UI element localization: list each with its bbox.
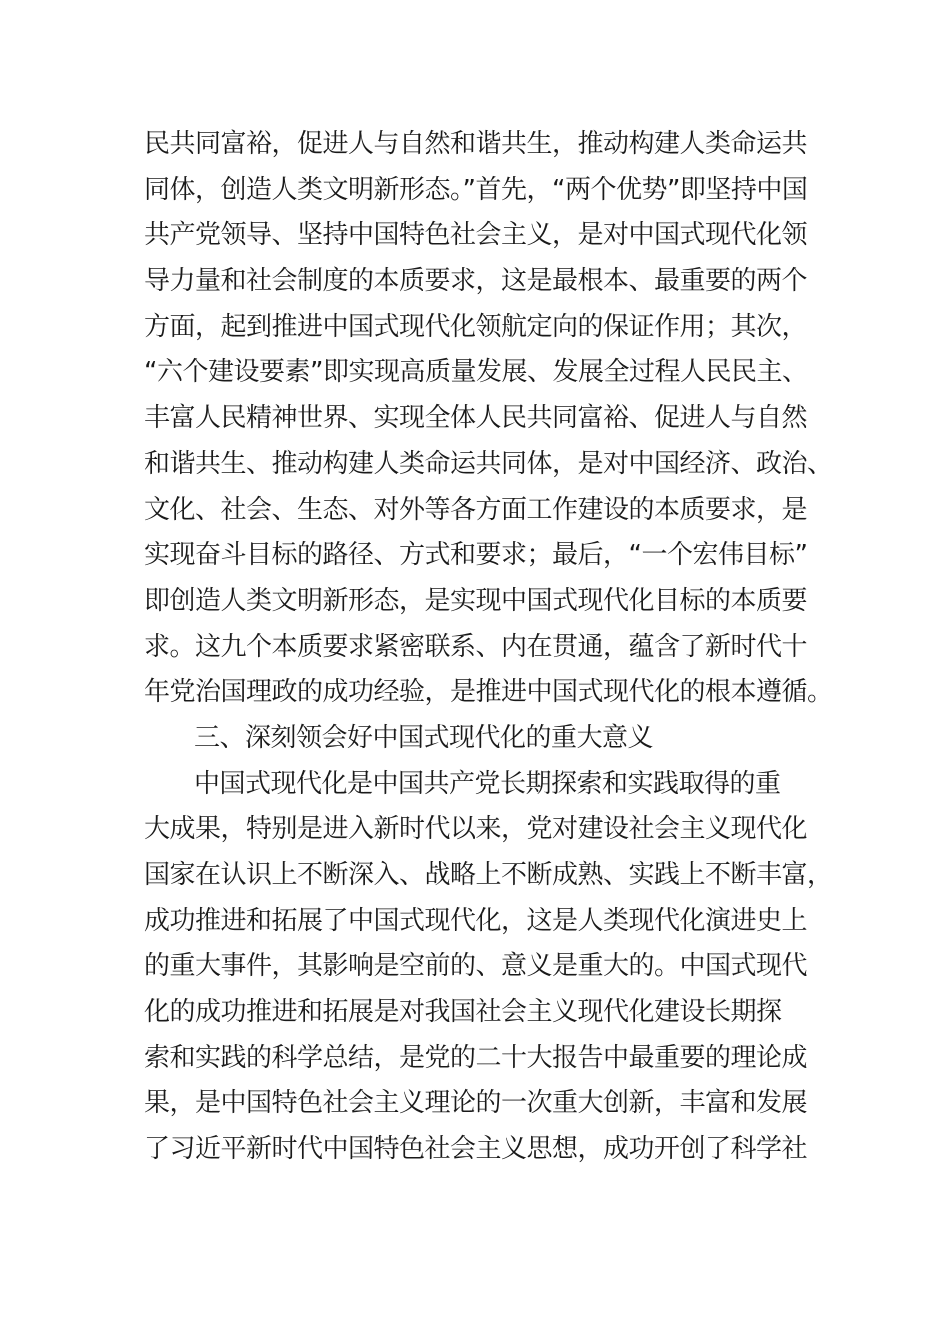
text-line: 方面，起到推进中国式现代化领航定向的保证作用；其次，: [144, 311, 808, 342]
text-line: 丰富人民精神世界、实现全体人民共同富裕、促进人与自然: [144, 403, 808, 434]
text-line: 国家在认识上不断深入、战略上不断成熟、实践上不断丰富，: [144, 860, 833, 890]
section-heading: 三、深刻领会好中国式现代化的重大意义: [194, 722, 654, 753]
text-line: 和谐共生、推动构建人类命运共同体，是对中国经济、政治、: [144, 448, 833, 479]
text-line: “六个建设要素”即实现高质量发展、发展全过程人民民主、: [144, 357, 808, 388]
text-line: 的重大事件，其影响是空前的、意义是重大的。中国式现代: [144, 951, 808, 982]
text-line: 实现奋斗目标的路径、方式和要求；最后，“一个宏伟目标”: [144, 540, 808, 571]
text-line: 同体，创造人类文明新形态。”首先，“两个优势”即坚持中国: [144, 174, 808, 205]
text-line: 民共同富裕，促进人与自然和谐共生，推动构建人类命运共: [144, 129, 808, 159]
text-line: 共产党领导、坚持中国特色社会主义，是对中国式现代化领: [144, 220, 808, 251]
text-line: 即创造人类文明新形态，是实现中国式现代化目标的本质要: [144, 585, 808, 616]
text-line: 导力量和社会制度的本质要求，这是最根本、最重要的两个: [144, 266, 808, 297]
text-line: 化的成功推进和拓展是对我国社会主义现代化建设长期探: [144, 997, 782, 1028]
text-line: 年党治国理政的成功经验，是推进中国式现代化的根本遵循。: [144, 677, 833, 708]
text-line: 成功推进和拓展了中国式现代化，这是人类现代化演进史上: [144, 905, 808, 936]
text-line: 文化、社会、生态、对外等各方面工作建设的本质要求，是: [144, 494, 808, 525]
text-line: 求。这九个本质要求紧密联系、内在贯通，蕴含了新时代十: [144, 631, 808, 662]
text-line: 中国式现代化是中国共产党长期探索和实践取得的重: [194, 768, 781, 799]
text-line: 了习近平新时代中国特色社会主义思想，成功开创了科学社: [144, 1134, 808, 1165]
body-text: [144, 122, 833, 1173]
text-line: 果，是中国特色社会主义理论的一次重大创新，丰富和发展: [144, 1088, 808, 1119]
text-line: 大成果，特别是进入新时代以来，党对建设社会主义现代化: [144, 814, 808, 845]
text-line: 索和实践的科学总结，是党的二十大报告中最重要的理论成: [144, 1042, 808, 1073]
